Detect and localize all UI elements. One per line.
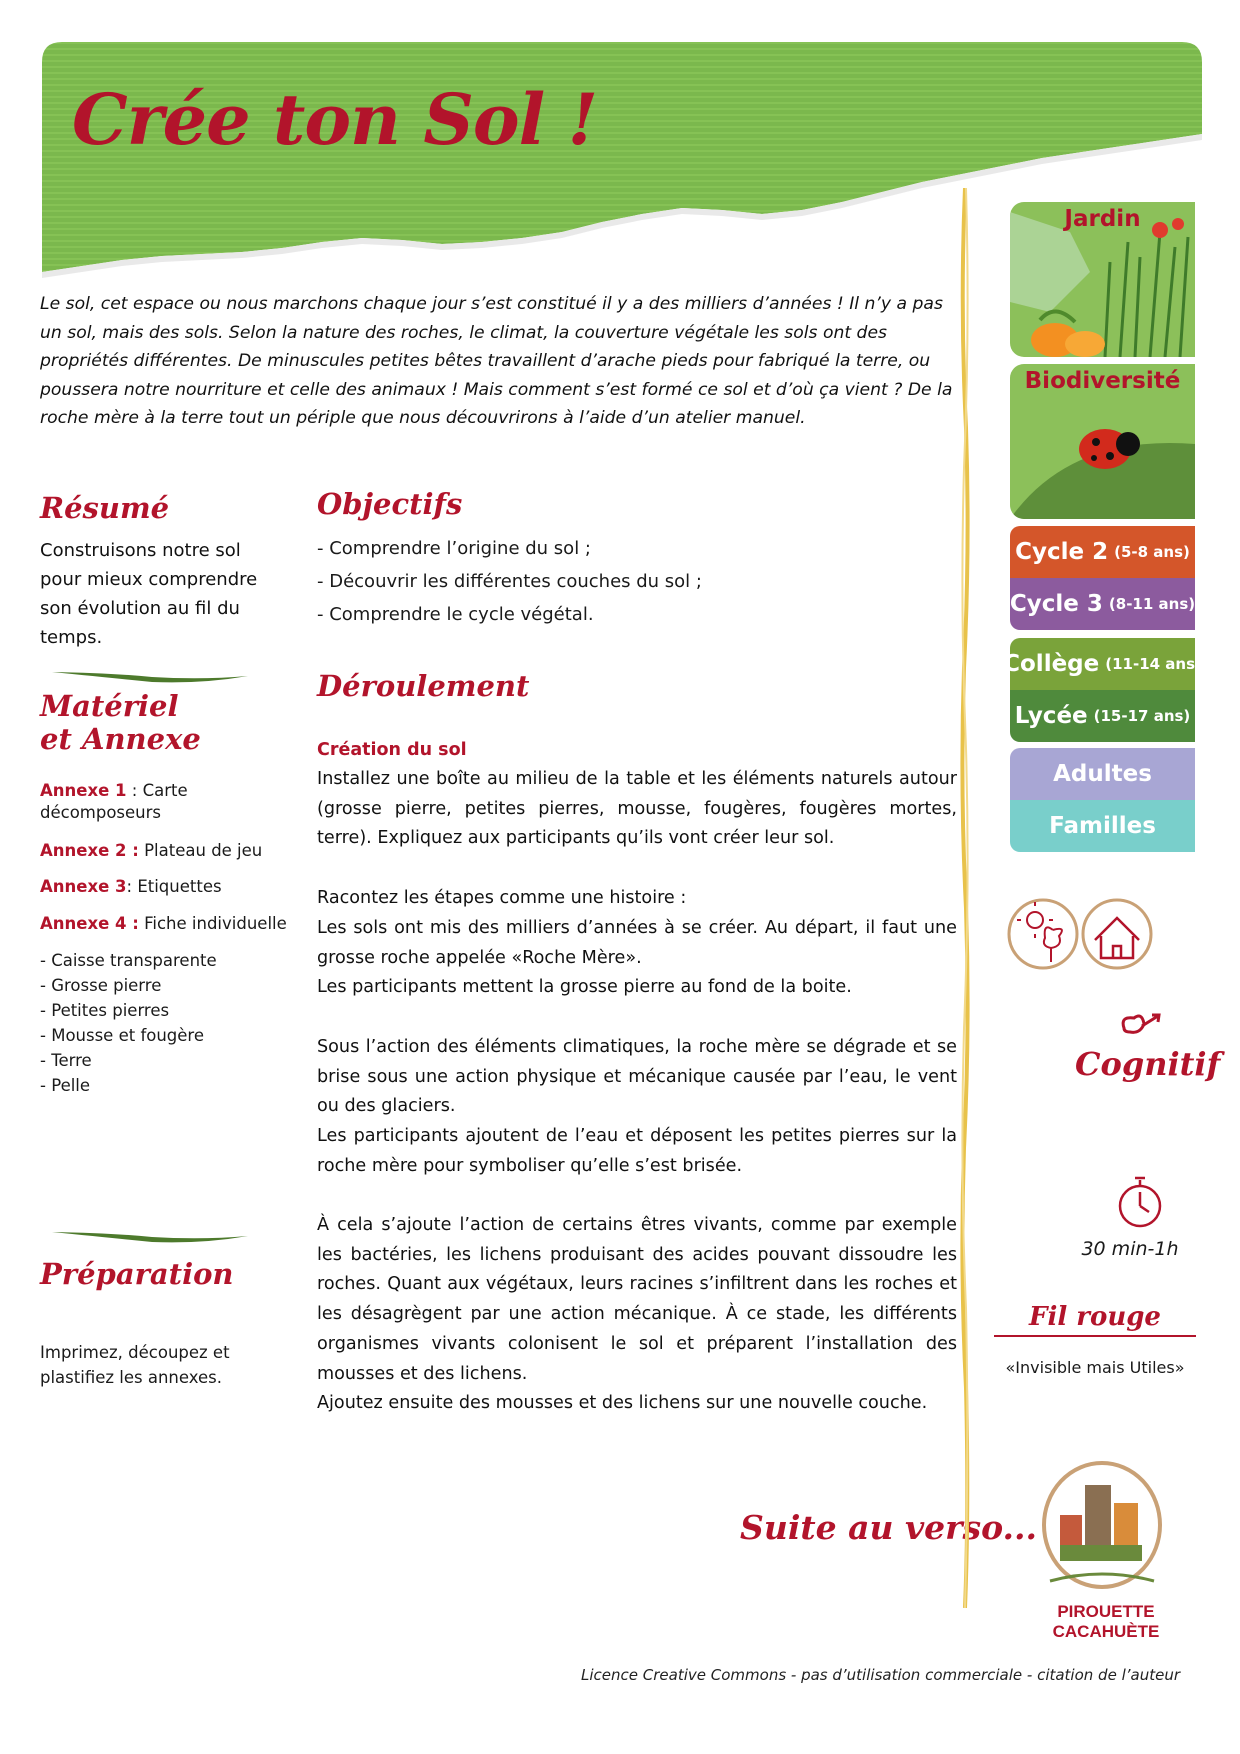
- brain-arrow-icon: [1118, 1010, 1162, 1040]
- materiel-heading-line2: et Annexe: [40, 722, 201, 757]
- indoor-house-icon: [1083, 900, 1151, 968]
- level-tag-familles: [1010, 800, 1195, 852]
- annex-item: [40, 840, 290, 862]
- objectifs-list: [317, 532, 937, 631]
- category-label: Cognitif: [1075, 1045, 1221, 1083]
- list-item: - Découvrir les différentes couches du sol ;: [317, 565, 937, 598]
- theme-card-biodiversite: [1010, 364, 1195, 519]
- level-range: (8-11 ans): [1108, 595, 1196, 613]
- list-item: - Mousse et fougère: [40, 1023, 217, 1048]
- level-label: Adultes: [1053, 761, 1152, 787]
- deroulement-heading: Déroulement: [317, 669, 530, 703]
- deroulement-paragraph: Racontez les étapes comme une histoire :: [317, 888, 687, 908]
- outdoor-tree-icon: [1009, 900, 1077, 968]
- level-range: (11-14 ans): [1105, 655, 1202, 673]
- deroulement-paragraph: À cela s’ajoute l’action de certains êtres vivants, comme par exemple les bactéries, les lichens produisant des acides pouvant dissoudre les roches. Quant aux végétaux, leurs racines s’infiltrent dans les roches et les désagrègent par une action mécanique. À ce stade, les différents organismes vivants colonisent le sol et préparent l’installation des mousses et des lichens.: [317, 1215, 957, 1384]
- annex-item: [40, 780, 290, 824]
- logo-text: [1030, 1602, 1182, 1642]
- deroulement-paragraph: Ajoutez ensuite des mousses et des lichens sur une nouvelle couche.: [317, 1393, 928, 1413]
- theme-label: Biodiversité: [1024, 368, 1181, 394]
- level-label: Collège: [1003, 651, 1100, 677]
- materiel-heading: [40, 690, 201, 757]
- fil-rouge: [990, 1302, 1200, 1342]
- fil-rouge-title: Fil rouge: [1029, 1302, 1161, 1332]
- annex-value: Carte décomposeurs: [40, 781, 188, 822]
- list-item: - Comprendre le cycle végétal.: [317, 598, 937, 631]
- vertical-divider: [958, 188, 972, 1608]
- list-item: - Caisse transparente: [40, 948, 217, 973]
- level-tag-cycle2: [1010, 526, 1195, 578]
- annex-item: [40, 876, 290, 898]
- clock-icon: [1115, 1172, 1165, 1232]
- level-tag-college: [1003, 638, 1202, 690]
- level-label: Cycle 2: [1015, 539, 1109, 565]
- level-range: (5-8 ans): [1114, 543, 1190, 561]
- duration: 30 min-1h: [1081, 1238, 1179, 1260]
- annex-value: Etiquettes: [137, 877, 222, 896]
- deroulement-paragraph: Sous l’action des éléments climatiques, la roche mère se dégrade et se brise sous une action physique et mécanique causée par l’eau, le vent ou des glaciers.: [317, 1037, 957, 1117]
- materiel-heading-line1: Matériel: [40, 689, 179, 723]
- level-label: Lycée: [1014, 703, 1088, 729]
- annex-sep: :: [126, 877, 138, 896]
- annex-value: Fiche individuelle: [144, 914, 287, 933]
- grass-divider: [52, 1228, 248, 1244]
- list-item: - Grosse pierre: [40, 973, 217, 998]
- objectifs-heading: Objectifs: [317, 487, 463, 521]
- annex-sep: :: [126, 781, 143, 800]
- page-title: Crée ton Sol !: [72, 78, 598, 161]
- materiel-list: [40, 948, 217, 1098]
- pirouette-cacahuete-logo: [1040, 1455, 1170, 1595]
- level-tag-cycle3: [1010, 578, 1195, 630]
- level-tag-adultes: [1010, 748, 1195, 800]
- deroulement-subheading: Création du sol: [317, 740, 467, 760]
- deroulement-paragraph: Installez une boîte au milieu de la table et les éléments naturels autour (grosse pierre, petites pierres, mousse, fougères, fougères mortes, terre). Expliquez aux participants qu’ils vont créer leur sol.: [317, 769, 957, 849]
- list-item: - Comprendre l’origine du sol ;: [317, 532, 937, 565]
- logo-line1: PIROUETTE: [1057, 1602, 1155, 1621]
- preparation-text: Imprimez, découpez et plastifiez les annexes.: [40, 1343, 230, 1387]
- deroulement-paragraph: Les participants ajoutent de l’eau et déposent les petites pierres sur la roche mère pour symboliser qu’elle s’est brisée.: [317, 1126, 957, 1176]
- annex-key: Annexe 1: [40, 781, 127, 800]
- level-label: Familles: [1049, 813, 1156, 839]
- deroulement-paragraph: Les participants mettent la grosse pierre au fond de la boite.: [317, 977, 852, 997]
- level-label: Cycle 3: [1009, 591, 1103, 617]
- level-range: (15-17 ans): [1093, 707, 1191, 725]
- annex-key: Annexe 2 :: [40, 841, 139, 860]
- list-item: - Petites pierres: [40, 998, 217, 1023]
- suite-au-verso: Suite au verso...: [740, 1508, 1037, 1547]
- annex-value: Plateau de jeu: [144, 841, 263, 860]
- theme-label: Jardin: [1064, 206, 1141, 232]
- annex-key: Annexe 3: [40, 877, 127, 896]
- licence-text: Licence Creative Commons - pas d’utilisation commerciale - citation de l’auteur: [581, 1666, 1180, 1684]
- grass-divider: [52, 668, 248, 684]
- logo-line2: CACAHUÈTE: [1052, 1622, 1160, 1641]
- fil-rouge-value: «Invisible mais Utiles»: [1005, 1358, 1185, 1377]
- list-item: - Terre: [40, 1048, 217, 1073]
- location-icons: [1005, 892, 1155, 974]
- annex-item: [40, 913, 290, 935]
- resume-text: Construisons notre sol pour mieux comprendre son évolution au fil du temps.: [40, 540, 258, 648]
- theme-card-jardin: [1010, 202, 1195, 357]
- deroulement-paragraph: Les sols ont mis des milliers d’années à se créer. Au départ, il faut une grosse roche appelée «Roche Mère».: [317, 918, 957, 968]
- intro-text: Le sol, cet espace ou nous marchons chaque jour s’est constitué il y a des milliers d’années ! Il n’y a pas un sol, mais des sols. Selon la nature des roches, le climat, la couverture végétale les sols ont des propriétés différentes. De minuscules petites bêtes travaillent d’arache pieds pour fabriqué la terre, ou poussera notre nourriture et celle des animaux ! Mais comment s’est formé ce sol et d’où ça vient ? De la roche mère à la terre tout un périple que nous découvrirons à l’aide d’un atelier manuel.: [40, 294, 953, 428]
- resume-heading: Résumé: [40, 491, 170, 525]
- annex-key: Annexe 4 :: [40, 914, 139, 933]
- preparation-heading: Préparation: [40, 1257, 234, 1291]
- level-tag-lycee: [1010, 690, 1195, 742]
- list-item: - Pelle: [40, 1073, 217, 1098]
